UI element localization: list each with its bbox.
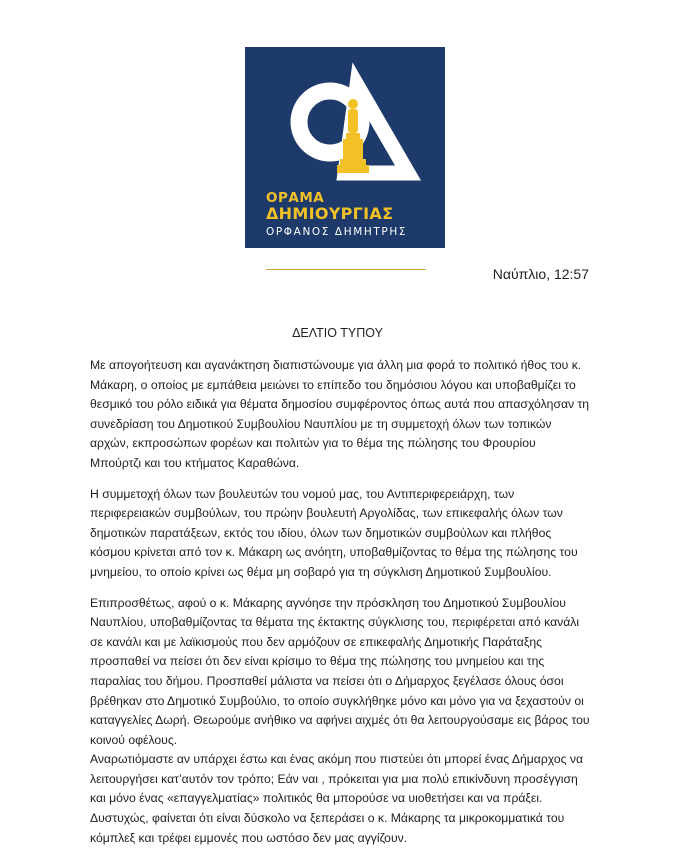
body-paragraph: Η συμμετοχή όλων των βουλευτών του νομού μας, του Αντιπεριφερειάρχη, των περιφερειακών συμβούλων, του πρώην βουλευτή Αργολίδας, των επικεφαλής όλων των δημοτικών παρατάξεων, εκτός του ιδίου, όλων των δημοτικών συμβούλων και πλήθος κόσμου κρίνεται από τον κ. Μάκαρη ως ανόητη, υποβαθμίζοντας το θέμα της πώλησης του μνημείου, το οποίο κρίνει ως θέμα μη σοβαρό για τη σύγκλιση Δημοτικού Συμβουλίου. [90, 486, 578, 579]
body-paragraph: Επιπροσθέτως, αφού ο κ. Μάκαρης αγνόησε την πρόσκληση του Δημοτικού Συμβουλίου Ναυπλίου, υποβαθμίζοντας τα θέματα της έκτακτης σύγκλισης του, περιφέρεται από κανάλι σε κανάλι και με λαϊκισμούς που δεν αρμόζουν σε επικεφαλής Δημοτικής Παράταξης προσπαθεί να πείσει ότι δεν είναι κρίσιμο το θέμα της πώλησης του μνημείου και της παραλίας του δήμου. Προσπαθεί μάλιστα να πείσει ότι ο Δήμαρχος ξεγέλασε όλους όσοι βρέθηκαν στο Δημοτικό Συμβούλιο, το οποίο συγκλήθηκε μόνο και μόνο για να ξεχαστούν οι καταγγελίες Δωρή. Θεωρούμε ανήθικο να αφήνει αιχμές ότι θα λειτουργούσαμε εις βάρος του κοινού οφέλους. [90, 595, 590, 747]
document-heading: ΔΕΛΤΙΟ ΤΥΠΟΥ [292, 326, 383, 340]
body-paragraph: Με απογοήτευση και αγανάκτηση διαπιστώνουμε για άλλη μια φορά το πολιτικό ήθος του κ. Μάκαρη, ο οποίος με εμπάθεια μειώνει το επίπεδο του δημόσιου λόγου και υποβαθμίζει το θεσμικό του ρόλο ειδικά για θέματα δημοσίου συμφέροντος όπως αυτά που απασχόλησαν τη συνεδρίαση του Δημοτικού Συμβουλίου Ναυπλίου με τη συμμετοχή όλων των τοπικών αρχών, εκπροσώπων φορέων και πολιτών για το θέμα της πώλησης του Φρουρίου Μπούρτζι και του κτήματος Καραθώνα. [90, 358, 590, 470]
body-paragraph: Αναρωτιόμαστε αν υπάρχει έστω και ένας ακόμη που πιστεύει ότι μπορεί ένας Δήμαρχος να λειτουργήσει κατ’αυτόν τον τρόπο; Εάν ναι , πρόκειται για μια πολύ επικίνδυνη προσέγγιση και μόνο ένας «επαγγελματίας» πολιτικός θα μπορούσε να υιοθετήσει και να πράξει. Δυστυχώς, φαίνεται ότι είναι δύσκολο να ξεπεράσει ο κ. Μάκαρης τα μικροκομματικά του κόμπλεξ και τρέφει εμμονές που ωστόσο δεν μας αγγίζουν. [90, 752, 584, 845]
document-body [90, 356, 590, 859]
logo-name-line2: ΔΗΜΙΟΥΡΓΙΑΣ [266, 204, 394, 223]
logo-subtitle: ΟΡΦΑΝΟΣ ΔΗΜΗΤΡΗΣ [266, 226, 408, 238]
logo-name-line1: ΟΡΑΜΑ [266, 190, 325, 206]
dateline: Ναύπλιο, 12:57 [492, 266, 589, 282]
logo-divider [266, 269, 426, 270]
organization-logo [245, 47, 445, 248]
